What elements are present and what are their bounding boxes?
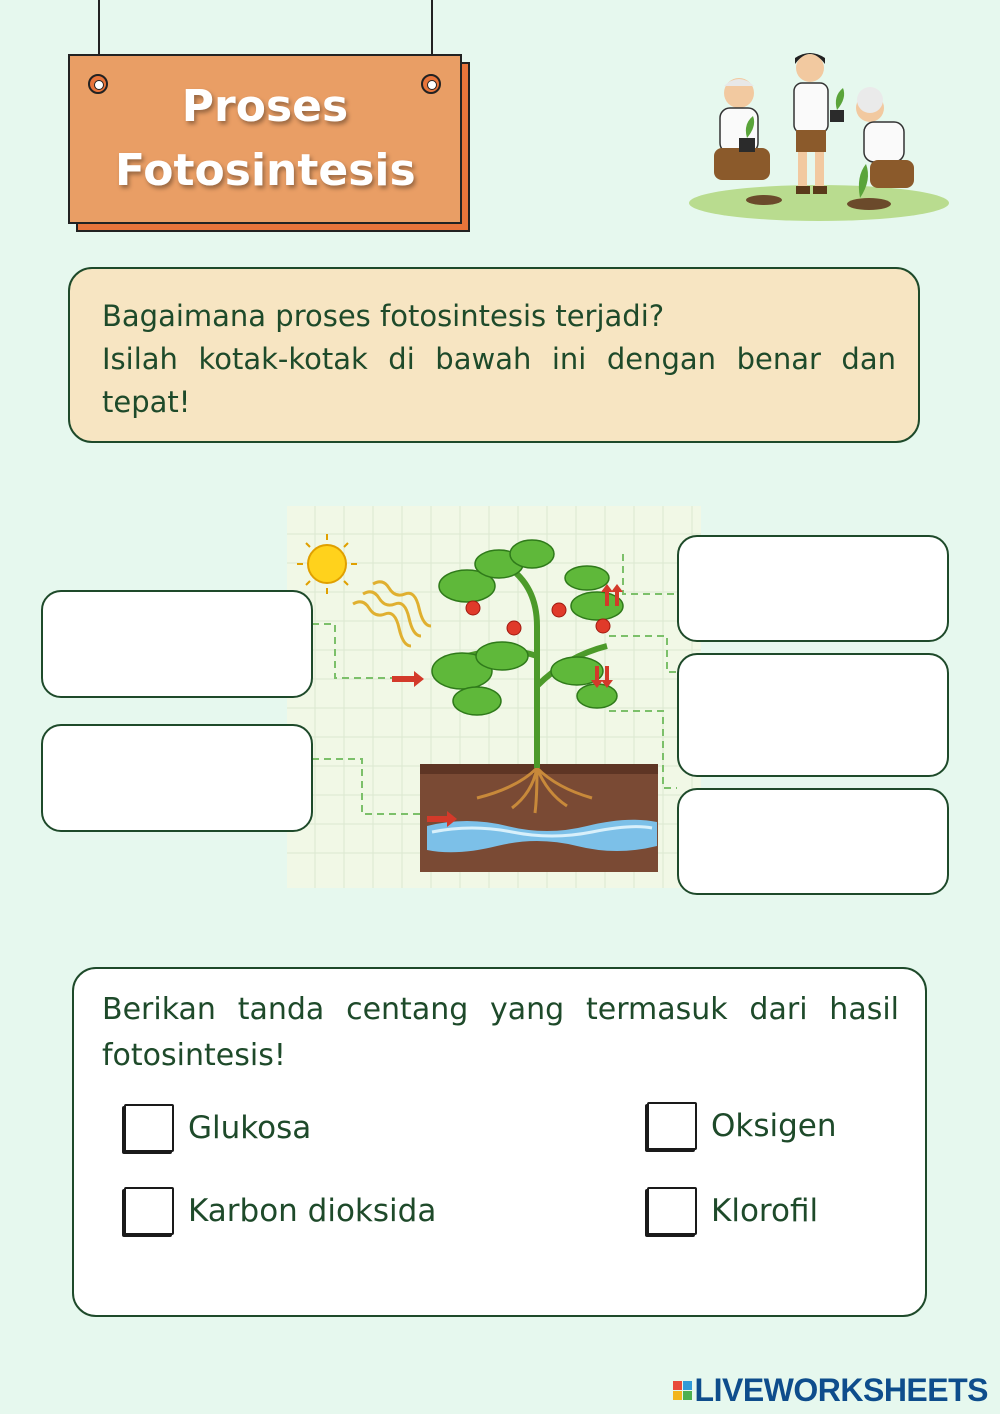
answer-box-right-bottom[interactable] xyxy=(677,788,949,895)
option-label: Karbon dioksida xyxy=(188,1193,437,1229)
page-title xyxy=(115,75,415,203)
answer-box-right-top[interactable] xyxy=(677,535,949,642)
instruction-box xyxy=(68,267,920,443)
instruction-line-1: Bagaimana proses fotosintesis terjadi? xyxy=(102,299,665,333)
title-line-1: Proses xyxy=(181,81,349,132)
instruction-line-2: Isilah kotak-kotak di bawah ini dengan benar dan tepat! xyxy=(102,342,896,419)
checkbox-glukosa[interactable] xyxy=(124,1104,174,1152)
option-klorofil xyxy=(647,1187,818,1235)
photosynthesis-diagram xyxy=(287,506,701,888)
quiz-box xyxy=(72,967,927,1317)
checkbox-karbon-dioksida[interactable] xyxy=(124,1187,174,1235)
option-label: Klorofil xyxy=(711,1193,819,1229)
liveworksheets-logo-icon xyxy=(673,1381,692,1400)
option-glukosa xyxy=(124,1104,311,1152)
children-planting-illustration xyxy=(684,48,954,223)
option-karbon-dioksida xyxy=(124,1187,436,1235)
sign-hook-left-icon xyxy=(88,74,108,94)
checkbox-klorofil[interactable] xyxy=(647,1187,697,1235)
answer-box-left-top[interactable] xyxy=(41,590,313,698)
checkbox-oksigen[interactable] xyxy=(647,1102,697,1150)
title-sign xyxy=(68,54,462,224)
brand-name: LIVEWORKSHEETS xyxy=(694,1372,988,1408)
option-oksigen xyxy=(647,1102,837,1150)
answer-box-left-bottom[interactable] xyxy=(41,724,313,832)
answer-box-right-middle[interactable] xyxy=(677,653,949,777)
sign-hook-right-icon xyxy=(421,74,441,94)
liveworksheets-brand xyxy=(673,1372,988,1409)
quiz-question: Berikan tanda centang yang termasuk dari hasil fotosintesis! xyxy=(102,992,899,1073)
option-label: Oksigen xyxy=(711,1108,837,1144)
option-label: Glukosa xyxy=(188,1110,312,1146)
title-line-2: Fotosintesis xyxy=(115,145,416,196)
